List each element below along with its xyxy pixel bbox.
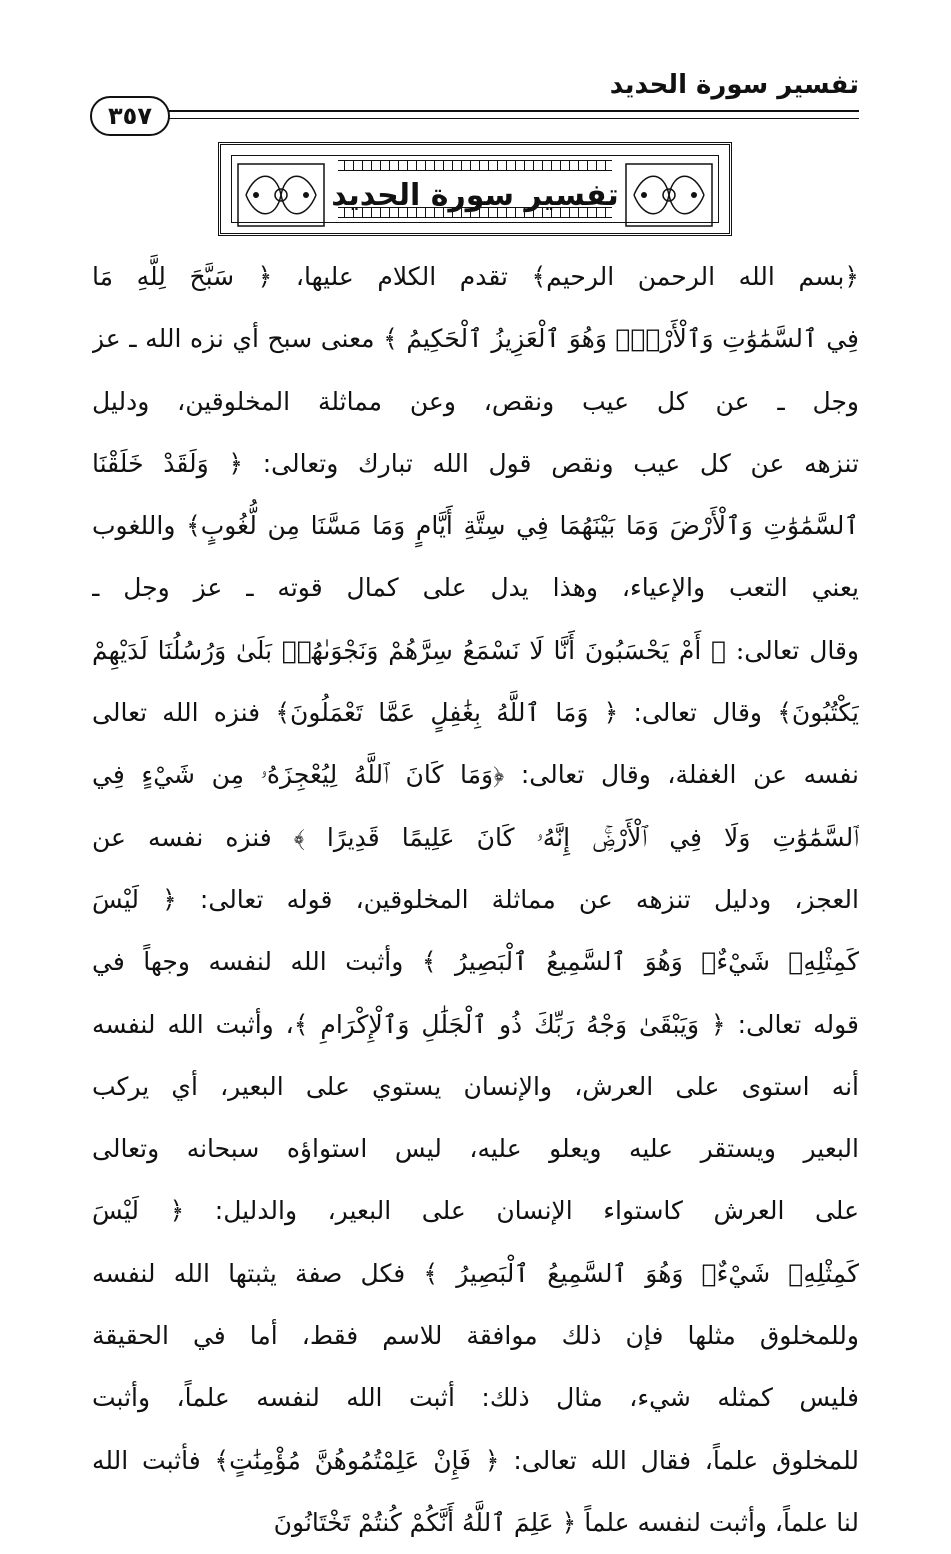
running-title: تفسير سورة الحديد — [609, 70, 859, 100]
text-line: نفسه عن الغفلة، وقال تعالى: ﴿وَمَا كَانَ ٱللَّهُ لِيُعْجِزَهُۥ مِن شَيْءٍ فِي — [92, 760, 859, 790]
text-line: للمخلوق علماً، فقال الله تعالى: ﴿ فَإِنْ عَلِمْتُمُوهُنَّ مُؤْمِنَٰتٍ﴾ فأثبت الله — [92, 1445, 859, 1475]
text-line: فِي ٱلسَّمَٰوَٰتِ وَٱلْأَرْضِۖ وَهُوَ ٱلْعَزِيزُ ٱلْحَكِيمُ ﴾ معنى سبح أي نزه الله ـ عز — [92, 324, 859, 354]
ornament-band-top — [338, 160, 612, 171]
text-line: وللمخلوق مثلها فإن ذلك موافقة للاسم فقط، أما في الحقيقة — [92, 1321, 859, 1351]
text-line: ﴿بسم الله الرحمن الرحيم﴾ تقدم الكلام عليها، ﴿ سَبَّحَ لِلَّهِ مَا — [92, 262, 859, 291]
text-line: ٱلسَّمَٰوَٰتِ وَٱلْأَرْضَ وَمَا بَيْنَهُمَا فِي سِتَّةِ أَيَّامٍ وَمَا مَسَّنَا مِن لُّغُوبٍ﴾ واللغوب — [92, 511, 859, 541]
body-text — [92, 246, 859, 1554]
surah-title: تفسير سورة الحديد — [331, 178, 619, 213]
text-line: كَمِثْلِهِۦ شَيْءٌۖ وَهُوَ ٱلسَّمِيعُ ٱلْبَصِيرُ ﴾ فكل صفة يثبتها الله لنفسه — [92, 1258, 859, 1288]
title-frame-inner — [231, 155, 719, 223]
text-line: وجل ـ عن كل عيب ونقص، وعن مماثلة المخلوقين، ودليل — [92, 386, 859, 416]
text-line: تنزهه عن كل عيب ونقص قول الله تبارك وتعالى: ﴿ وَلَقَدْ خَلَقْنَا — [92, 448, 859, 478]
text-line: وقال تعالى: ﴿ أَمْ يَحْسَبُونَ أَنَّا لَا نَسْمَعُ سِرَّهُمْ وَنَجْوَىٰهُمۚ بَلَىٰ وَرُسُلُنَا لَدَيْهِمْ — [92, 635, 859, 665]
header-rule — [160, 110, 859, 112]
text-line: على العرش كاستواء الإنسان على البعير، والدليل: ﴿ لَيْسَ — [92, 1196, 859, 1226]
text-line: البعير ويستقر عليه ويعلو عليه، ليس استواؤه سبحانه وتعالى — [92, 1134, 859, 1164]
ornamental-title-frame — [218, 142, 732, 236]
page-number: ٣٥٧ — [90, 96, 170, 136]
text-line: لنا علماً، وأثبت لنفسه علماً ﴿ عَلِمَ ٱللَّهُ أَنَّكُمْ كُنتُمْ تَخْتَانُونَ — [273, 1507, 859, 1537]
text-line: العجز، ودليل تنزهه عن مماثلة المخلوقين، قوله تعالى: ﴿ لَيْسَ — [92, 884, 859, 914]
text-line: يَكْتُبُونَ﴾ وقال تعالى: ﴿ وَمَا ٱللَّهُ بِغَٰفِلٍ عَمَّا تَعْمَلُونَ﴾ فنزه الله تعالى — [92, 698, 859, 728]
text-line: فليس كمثله شيء، مثال ذلك: أثبت الله لنفسه علماً، وأثبت — [92, 1383, 859, 1413]
text-line: قوله تعالى: ﴿ وَيَبْقَىٰ وَجْهُ رَبِّكَ ذُو ٱلْجَلَٰلِ وَٱلْإِكْرَامِ ﴾، وأثبت الله لنفسه — [92, 1009, 859, 1039]
text-line: كَمِثْلِهِۦ شَيْءٌۖ وَهُوَ ٱلسَّمِيعُ ٱلْبَصِيرُ ﴾ وأثبت الله لنفسه وجهاً في — [92, 947, 859, 977]
text-line: أنه استوى على العرش، والإنسان يستوي على البعير، أي يركب — [92, 1071, 859, 1101]
text-line: يعني التعب والإعياء، وهذا يدل على كمال قوته ـ عز وجل ـ — [92, 573, 859, 603]
text-line: ٱلسَّمَٰوَٰتِ وَلَا فِي ٱلْأَرْضِۚ إِنَّهُۥ كَانَ عَلِيمًا قَدِيرًا ﴾ فنزه نفسه عن — [92, 822, 859, 852]
header-rule-thin — [160, 118, 859, 119]
